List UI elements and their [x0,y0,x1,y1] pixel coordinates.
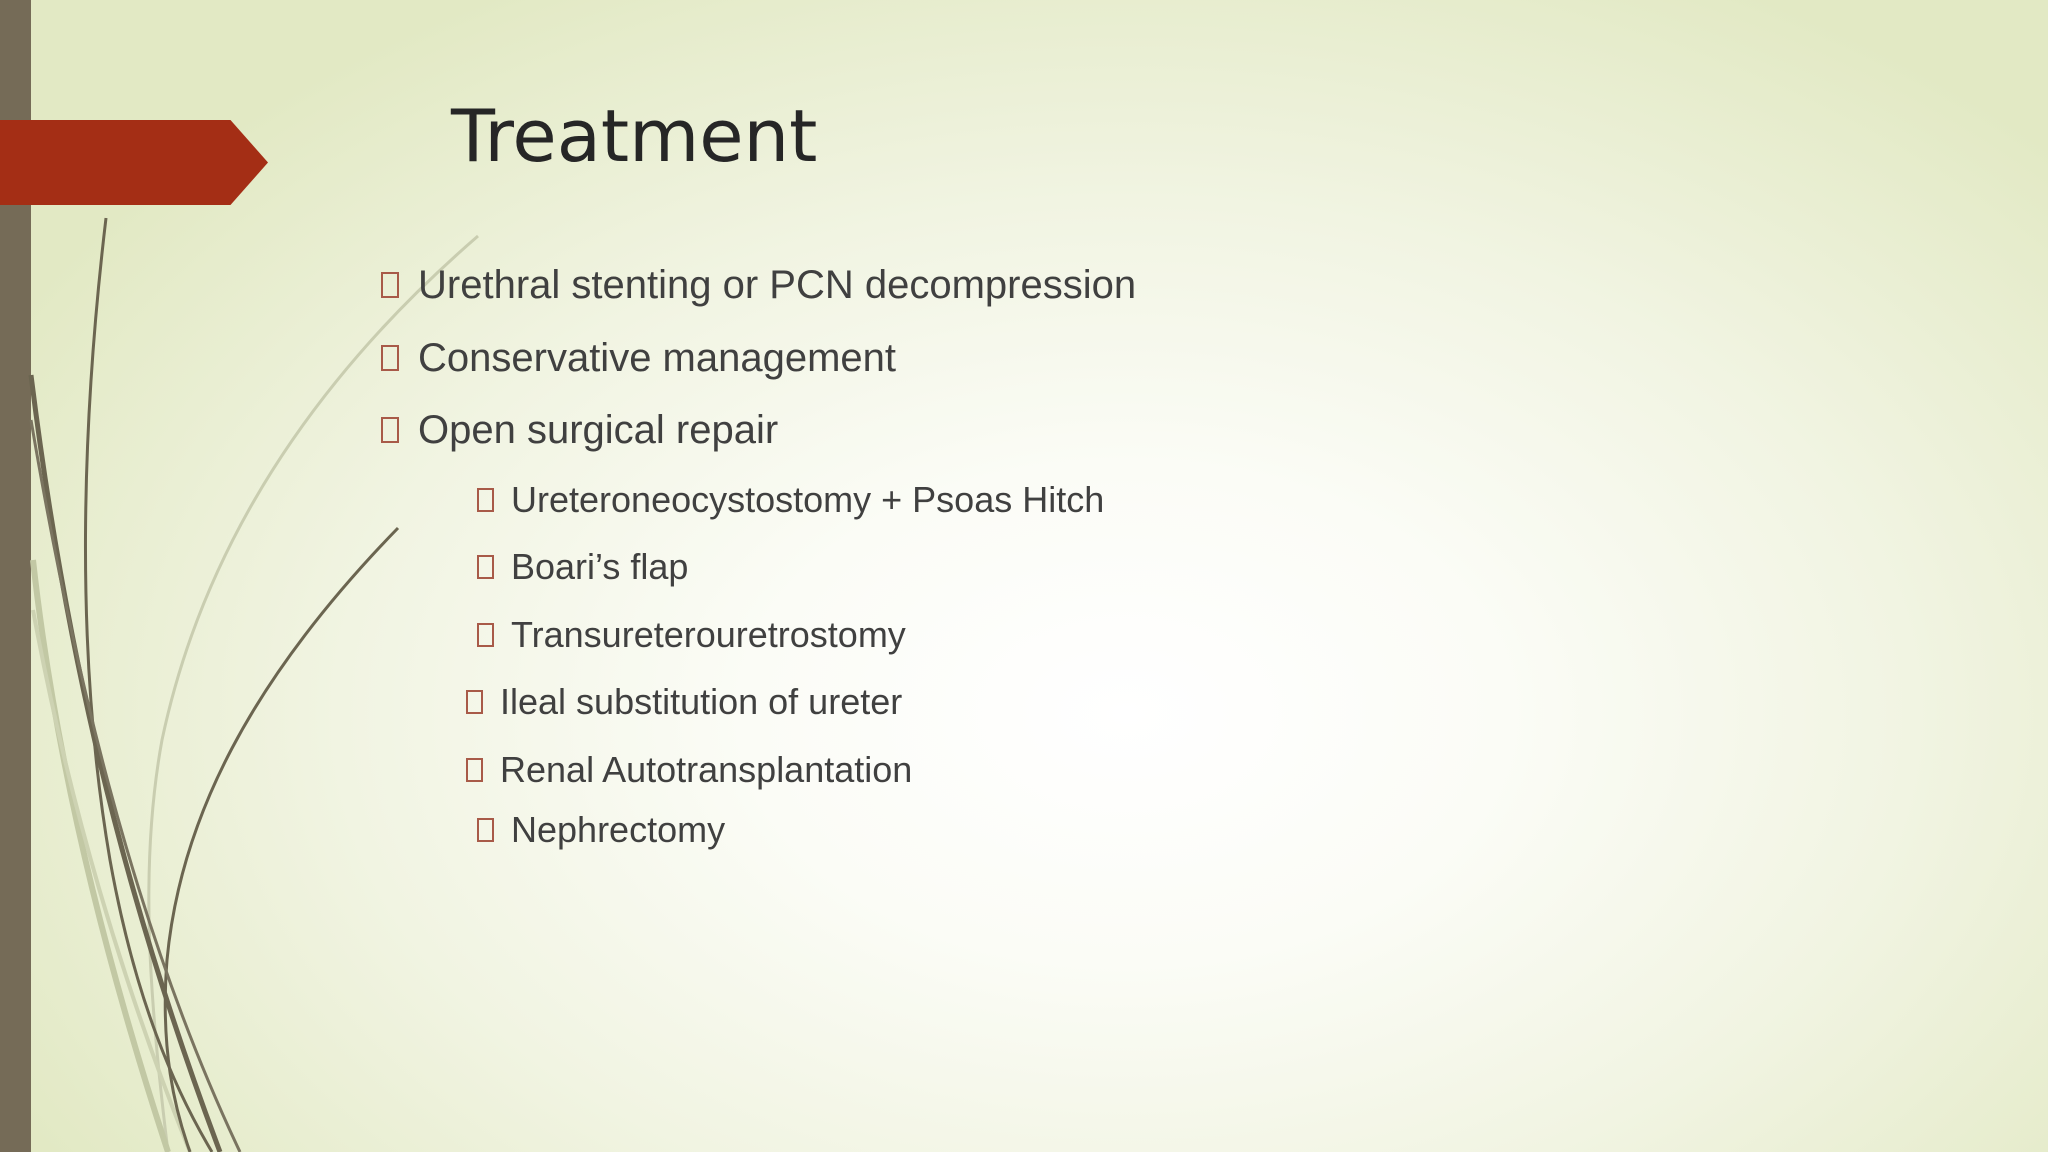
bullet-text: Ureteroneocystostomy + Psoas Hitch [511,479,1105,520]
square-bullet-icon [466,690,483,714]
bullet-text: Urethral stenting or PCN decompression [418,263,1137,307]
square-bullet-icon [477,623,494,647]
grass-stroke-dark-3 [31,375,220,1152]
square-bullet-icon [477,488,494,512]
grass-stroke-pale-2 [33,560,168,1152]
bullet-text: Nephrectomy [511,809,726,850]
bullet-item [477,808,725,852]
bullet-item [477,613,906,657]
bullet-item [381,334,896,382]
bullet-text: Renal Autotransplantation [500,749,913,790]
bullet-text: Transureterouretrostomy [511,614,906,655]
grass-stroke-dark-2 [165,528,398,1152]
grass-stroke-dark-4 [31,420,240,1152]
bullet-text: Ileal substitution of ureter [500,681,903,722]
bullet-item [466,680,902,724]
slide-title: Treatment [451,94,818,178]
grass-stroke-dark-1 [85,218,212,1152]
bullet-item [477,545,688,589]
bullet-text: Conservative management [418,336,897,380]
square-bullet-icon [381,345,399,371]
square-bullet-icon [477,818,494,842]
square-bullet-icon [466,758,483,782]
square-bullet-icon [381,417,399,443]
square-bullet-icon [381,272,399,298]
title-accent-flag [0,120,268,205]
square-bullet-icon [477,555,494,579]
bullet-item [477,478,1104,522]
bullet-text: Open surgical repair [418,408,779,452]
bullet-text: Boari’s flap [511,546,689,587]
grass-stroke-pale-3 [33,610,190,1152]
bullet-item [466,748,912,792]
bullet-item [381,406,778,454]
bullet-item [381,261,1136,309]
